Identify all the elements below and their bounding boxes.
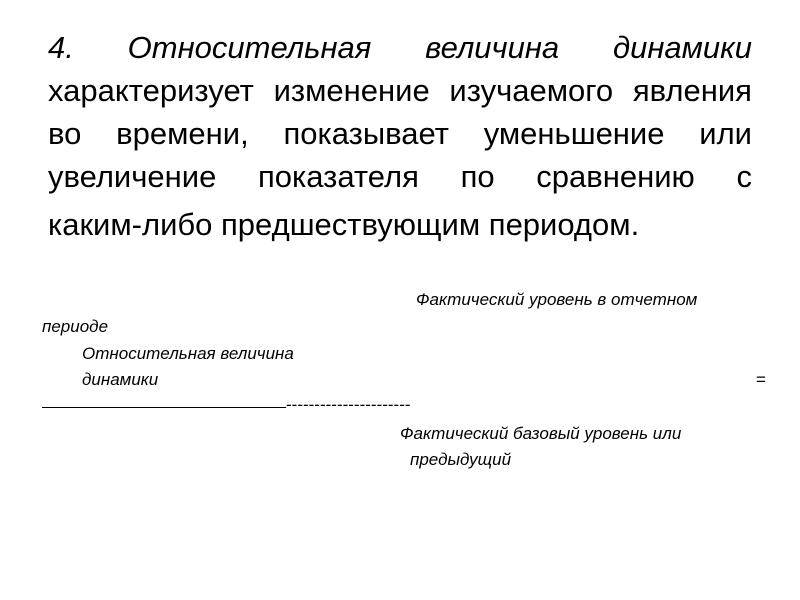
- word: характеризует: [48, 73, 254, 108]
- paragraph-line-2: [48, 71, 752, 111]
- word: динамики: [612, 30, 752, 65]
- word: изучаемого: [449, 73, 614, 108]
- word: изменение: [273, 73, 430, 108]
- fraction-line-dashed: ----------------------: [286, 395, 411, 414]
- word: явления: [632, 73, 752, 108]
- word: Относительная: [127, 30, 372, 65]
- paragraph-line-4: [48, 157, 752, 197]
- label-line-1: Относительная величина: [82, 344, 294, 363]
- paragraph-line-1: [48, 28, 752, 68]
- word: времени,: [116, 116, 249, 151]
- word: уменьшение: [483, 116, 665, 151]
- word: увеличение: [48, 159, 217, 194]
- word: величина: [425, 30, 560, 65]
- fraction-line-solid: [42, 407, 286, 408]
- paragraph-line-3: [48, 114, 752, 154]
- equals-sign: =: [756, 370, 766, 389]
- paragraph-line-5: каким-либо предшествующим периодом.: [48, 207, 640, 242]
- word: показывает: [283, 116, 449, 151]
- denominator-line-1: Фактический базовый уровень или: [400, 424, 682, 443]
- word: 4.: [48, 30, 74, 65]
- word: во: [48, 116, 82, 151]
- word: показателя: [258, 159, 419, 194]
- numerator-line-2: периоде: [42, 317, 109, 336]
- word: сравнению: [536, 159, 695, 194]
- word: или: [699, 116, 752, 151]
- word: по: [460, 159, 495, 194]
- word: с: [736, 159, 752, 194]
- label-line-2: динамики: [82, 370, 159, 389]
- numerator-line-1: Фактический уровень в отчетном: [416, 290, 698, 309]
- denominator-line-2: предыдущий: [410, 450, 512, 469]
